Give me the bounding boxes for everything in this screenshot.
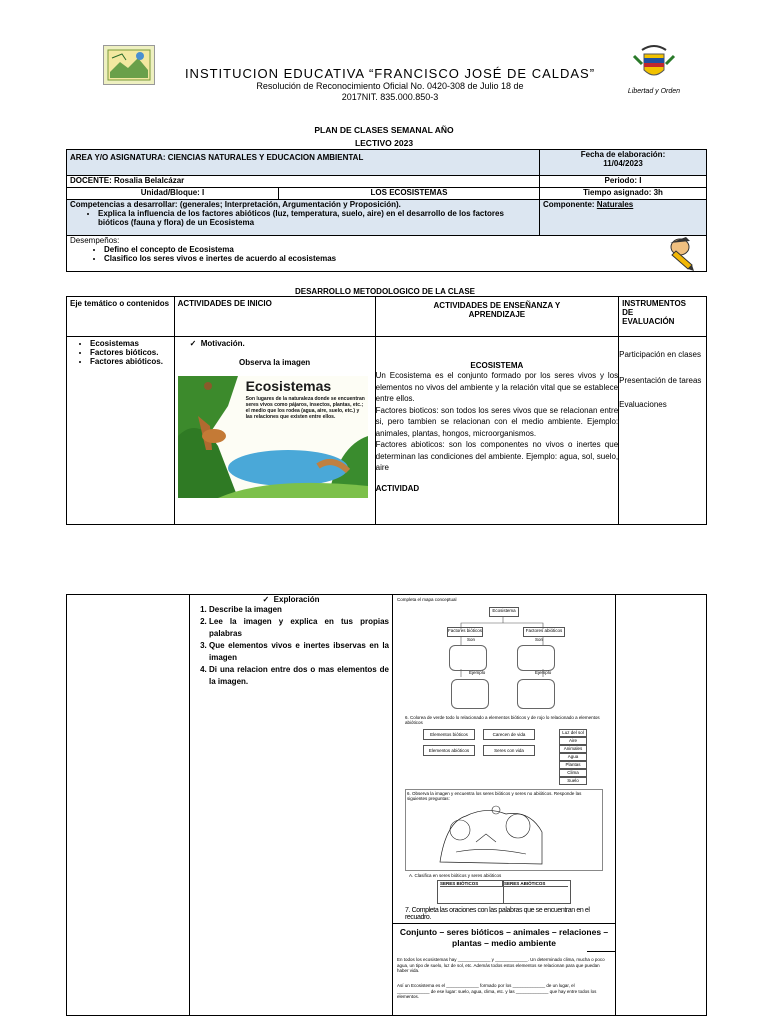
coat-of-arms-logo [628, 44, 680, 92]
ws-list-item: Animales [559, 745, 587, 753]
eco-title: ECOSISTEMA [470, 361, 524, 370]
ecosystem-image [178, 376, 368, 498]
ws-th-bioticos: SERES BIÓTICOS [440, 881, 503, 887]
ws-observa-text: 6. Observa la imagen y encuentra los seres bióticos y seres no abióticos. Responde las siguientes preguntas: [407, 791, 582, 801]
col-ensenanza-header: ACTIVIDADES DE ENSEÑANZA Y APRENDIZAJE [375, 297, 619, 337]
info-table [66, 149, 707, 272]
ws-th-abioticos: SERES ABIÓTICOS [504, 881, 568, 887]
step-item: 4. Di una relacion entre dos o mas elementos de la imagen. [209, 664, 389, 688]
ensenanza-cell [375, 337, 619, 525]
ecosystem-illustration [178, 376, 368, 498]
ws-divider [393, 923, 615, 924]
step-item: 3. Que elementos vivos e inertes ibservas en la imagen [209, 640, 389, 664]
ws-observa-panel [405, 789, 603, 871]
ws-blank-box [449, 645, 487, 671]
page2-col4 [616, 595, 707, 1016]
school-logo [103, 45, 155, 85]
ws-q7: 7. Completa las oraciones con las palabras que se encuentran en el recuadro. [405, 907, 590, 921]
competencias-text: Competencias a desarrollar: (generales; Interpretación, Argumentación y Proposición). [70, 200, 401, 209]
ws-left-box: Factores bióticos [447, 627, 483, 637]
ws-list-item: Clima [559, 769, 587, 777]
contenido-item: • Factores abióticos. [90, 357, 171, 366]
student-pencil-icon [664, 237, 696, 271]
check-icon: ✓ [189, 339, 197, 348]
ws-clasifica-table [437, 880, 571, 904]
componente-cell [540, 200, 707, 236]
image-title: Ecosistemas [245, 378, 332, 394]
metodo-table [66, 296, 707, 525]
instrumento-item: Participación en clases [619, 350, 701, 359]
fecha-value: 11/04/2023 [603, 159, 643, 168]
actividad-label: ACTIVIDAD [375, 483, 420, 493]
exploracion-line [193, 595, 389, 604]
ws-list-item: Luz del sol [559, 729, 587, 737]
ws-ejemplo-left: Ejemplo [469, 670, 486, 675]
ws-right-box: Factores abióticos [523, 627, 565, 637]
ws-ejemplo-right: Ejemplo [535, 670, 552, 675]
area-cell: AREA Y/O ASIGNATURA: CIENCIAS NATURALES Y EDUCACION AMBIENTAL [67, 150, 540, 176]
worksheet-cell [393, 595, 616, 1016]
inicio-cell [174, 337, 375, 525]
desempeno-item: • Defino el concepto de Ecosistema [104, 245, 703, 254]
coat-of-arms-icon [628, 44, 680, 92]
competencia-item: • Explica la influencia de los factores abióticos (luz, temperatura, suelo, aire) en el desarrollo de los factores bióticos (fauna y flora) de un Ecosistema [98, 209, 536, 227]
metodo-title: DESARROLLO METODOLOGICO DE LA CLASE [294, 287, 475, 296]
competencias-cell [67, 200, 540, 236]
instrumento-item: Evaluaciones [619, 400, 667, 409]
componente-label: Componente: [543, 200, 595, 209]
eco-paragraph: Factores abioticos: son los componentes no vivos o inertes que determinan las condiciones del ambiente. Ejemplo: agua, sol, suelo, aire [375, 440, 619, 472]
instrumento-item: Presentación de tareas [619, 375, 702, 385]
ws-son-left: Son [467, 637, 476, 642]
fecha-label: Fecha de elaboración: [580, 150, 666, 159]
ws-root-box: Ecosistema [489, 607, 519, 617]
ws-list-item: Suelo [559, 777, 587, 785]
ws-box: Carecen de vida [483, 729, 535, 740]
coat-caption: Libertad y Orden [627, 88, 681, 95]
worksheet [393, 595, 615, 1015]
ws-underline [587, 951, 615, 952]
ws-blank-box [451, 679, 489, 709]
ws-box: Seres con vida [483, 745, 535, 756]
docente-cell: DOCENTE: Rosalia Belalcázar [67, 176, 540, 188]
ws-blank-box [517, 645, 555, 671]
motivacion-line [178, 339, 372, 348]
col-instrumentos-header: INSTRUMENTOS DE EVALUACIÓN [619, 297, 707, 337]
ws-sentence: Así un Ecosistema es el _____________ formado por los _____________ de un lugar, el _____________ de ese lugar: suelo, agua, clima, etc. y las _____________ que hay entre todos los elementos. [397, 983, 597, 999]
col-inicio-header: ACTIVIDADES DE INICIO [174, 297, 375, 337]
contenido-item: • Factores bióticos. [90, 348, 171, 357]
observa-text: Observa la imagen [239, 358, 311, 367]
step-item: 2. Lee la imagen y explica en tus propias palabras [209, 616, 389, 640]
ws-title: Completa el mapa conceptual [397, 597, 457, 602]
periodo-cell: Periodo: I [540, 176, 707, 188]
ws-sentence: En todos los ecosistemas hay _____________ y _____________. Un determinado clima, mucha o poco agua, un tipo de suelo, luz de sol, etc. Además todos estos elementos se relacionan para que puedan haber vida. [397, 957, 605, 973]
school-logo-icon [104, 46, 154, 84]
exploracion-text: Exploración [273, 595, 320, 604]
ws-list-item: Plantas [559, 761, 587, 769]
eco-paragraph: Un Ecosistema es el conjunto formado por los seres vivos y los elementos no vivos del ambiente y la relación vital que se establece entre ellos. [375, 371, 619, 403]
image-caption: Son lugares de la naturaleza donde se encuentran seres vivos como pájaros, insectos, plantas, etc.; el medio que los rodea (agua, aire, suelo, etc.) y las relaciones que existen entre ellos. [245, 396, 365, 420]
fecha-cell [540, 150, 707, 176]
ws-blank-box [517, 679, 555, 709]
unidad-cell: Unidad/Bloque: I [67, 188, 279, 200]
student-clipart [664, 237, 696, 273]
ws-son-right: Son [535, 637, 544, 642]
contenido-item: • Ecosistemas [90, 339, 171, 348]
resolution-line1: Resolución de Reconocimiento Oficial No. 0420-308 de Julio 18 de [256, 81, 524, 91]
componente-value: Naturales [596, 200, 634, 209]
ws-list-item: Aire [559, 737, 587, 745]
tiempo-cell: Tiempo asignado: 3h [540, 188, 707, 200]
forest-drawing [436, 802, 546, 868]
col-eje-header: Eje temático o contenidos [67, 297, 175, 337]
ws-box: Elementos abióticos [423, 745, 475, 756]
desempeno-item: • Clasifico los seres vivos e inertes de acuerdo al ecosistemas [104, 254, 703, 263]
plan-title-line2: LECTIVO 2023 [354, 138, 414, 148]
page2-col1 [67, 595, 190, 1016]
check-icon: ✓ [262, 595, 270, 604]
ws-box: Elementos bióticos [423, 729, 475, 740]
step-item: 1. Describe la imagen [209, 604, 389, 616]
exploracion-cell [190, 595, 393, 1016]
contenidos-cell [67, 337, 175, 525]
desempenos-label: Desempeños: [70, 236, 120, 245]
school-name: INSTITUCION EDUCATIVA “FRANCISCO JOSÉ DE CALDAS” [184, 66, 596, 81]
ws-list-item: Agua [559, 753, 587, 761]
ws-q6: 6. Colorea de verde todo lo relacionado a elementos bióticos y de rojo lo relacionado a elementos abióticos [405, 715, 600, 725]
desempenos-cell [67, 236, 707, 272]
resolution-line2: 2017NIT. 835.000.850-3 [341, 92, 439, 102]
eco-paragraph: Factores bioticos: son todos los seres vivos que se relacionan entre si, pero tambien se relacionan con el medio ambiente. Ejemplo: animales, plantas, hongos, microorganismos. [375, 405, 619, 438]
ws-table-divider [503, 881, 504, 903]
ws-clasifica: A. Clasifica en seres bióticos y seres abióticos [409, 873, 502, 878]
motivacion-text: Motivación. [200, 339, 245, 348]
plan-title-line1: PLAN DE CLASES SEMANAL AÑO [314, 125, 454, 135]
instrumentos-cell [619, 337, 707, 525]
tema-cell: LOS ECOSISTEMAS [279, 188, 540, 200]
ws-word-bank: Conjunto – seres bióticos – animales – relaciones – plantas – medio ambiente [399, 927, 609, 948]
page2-table [66, 594, 707, 1016]
